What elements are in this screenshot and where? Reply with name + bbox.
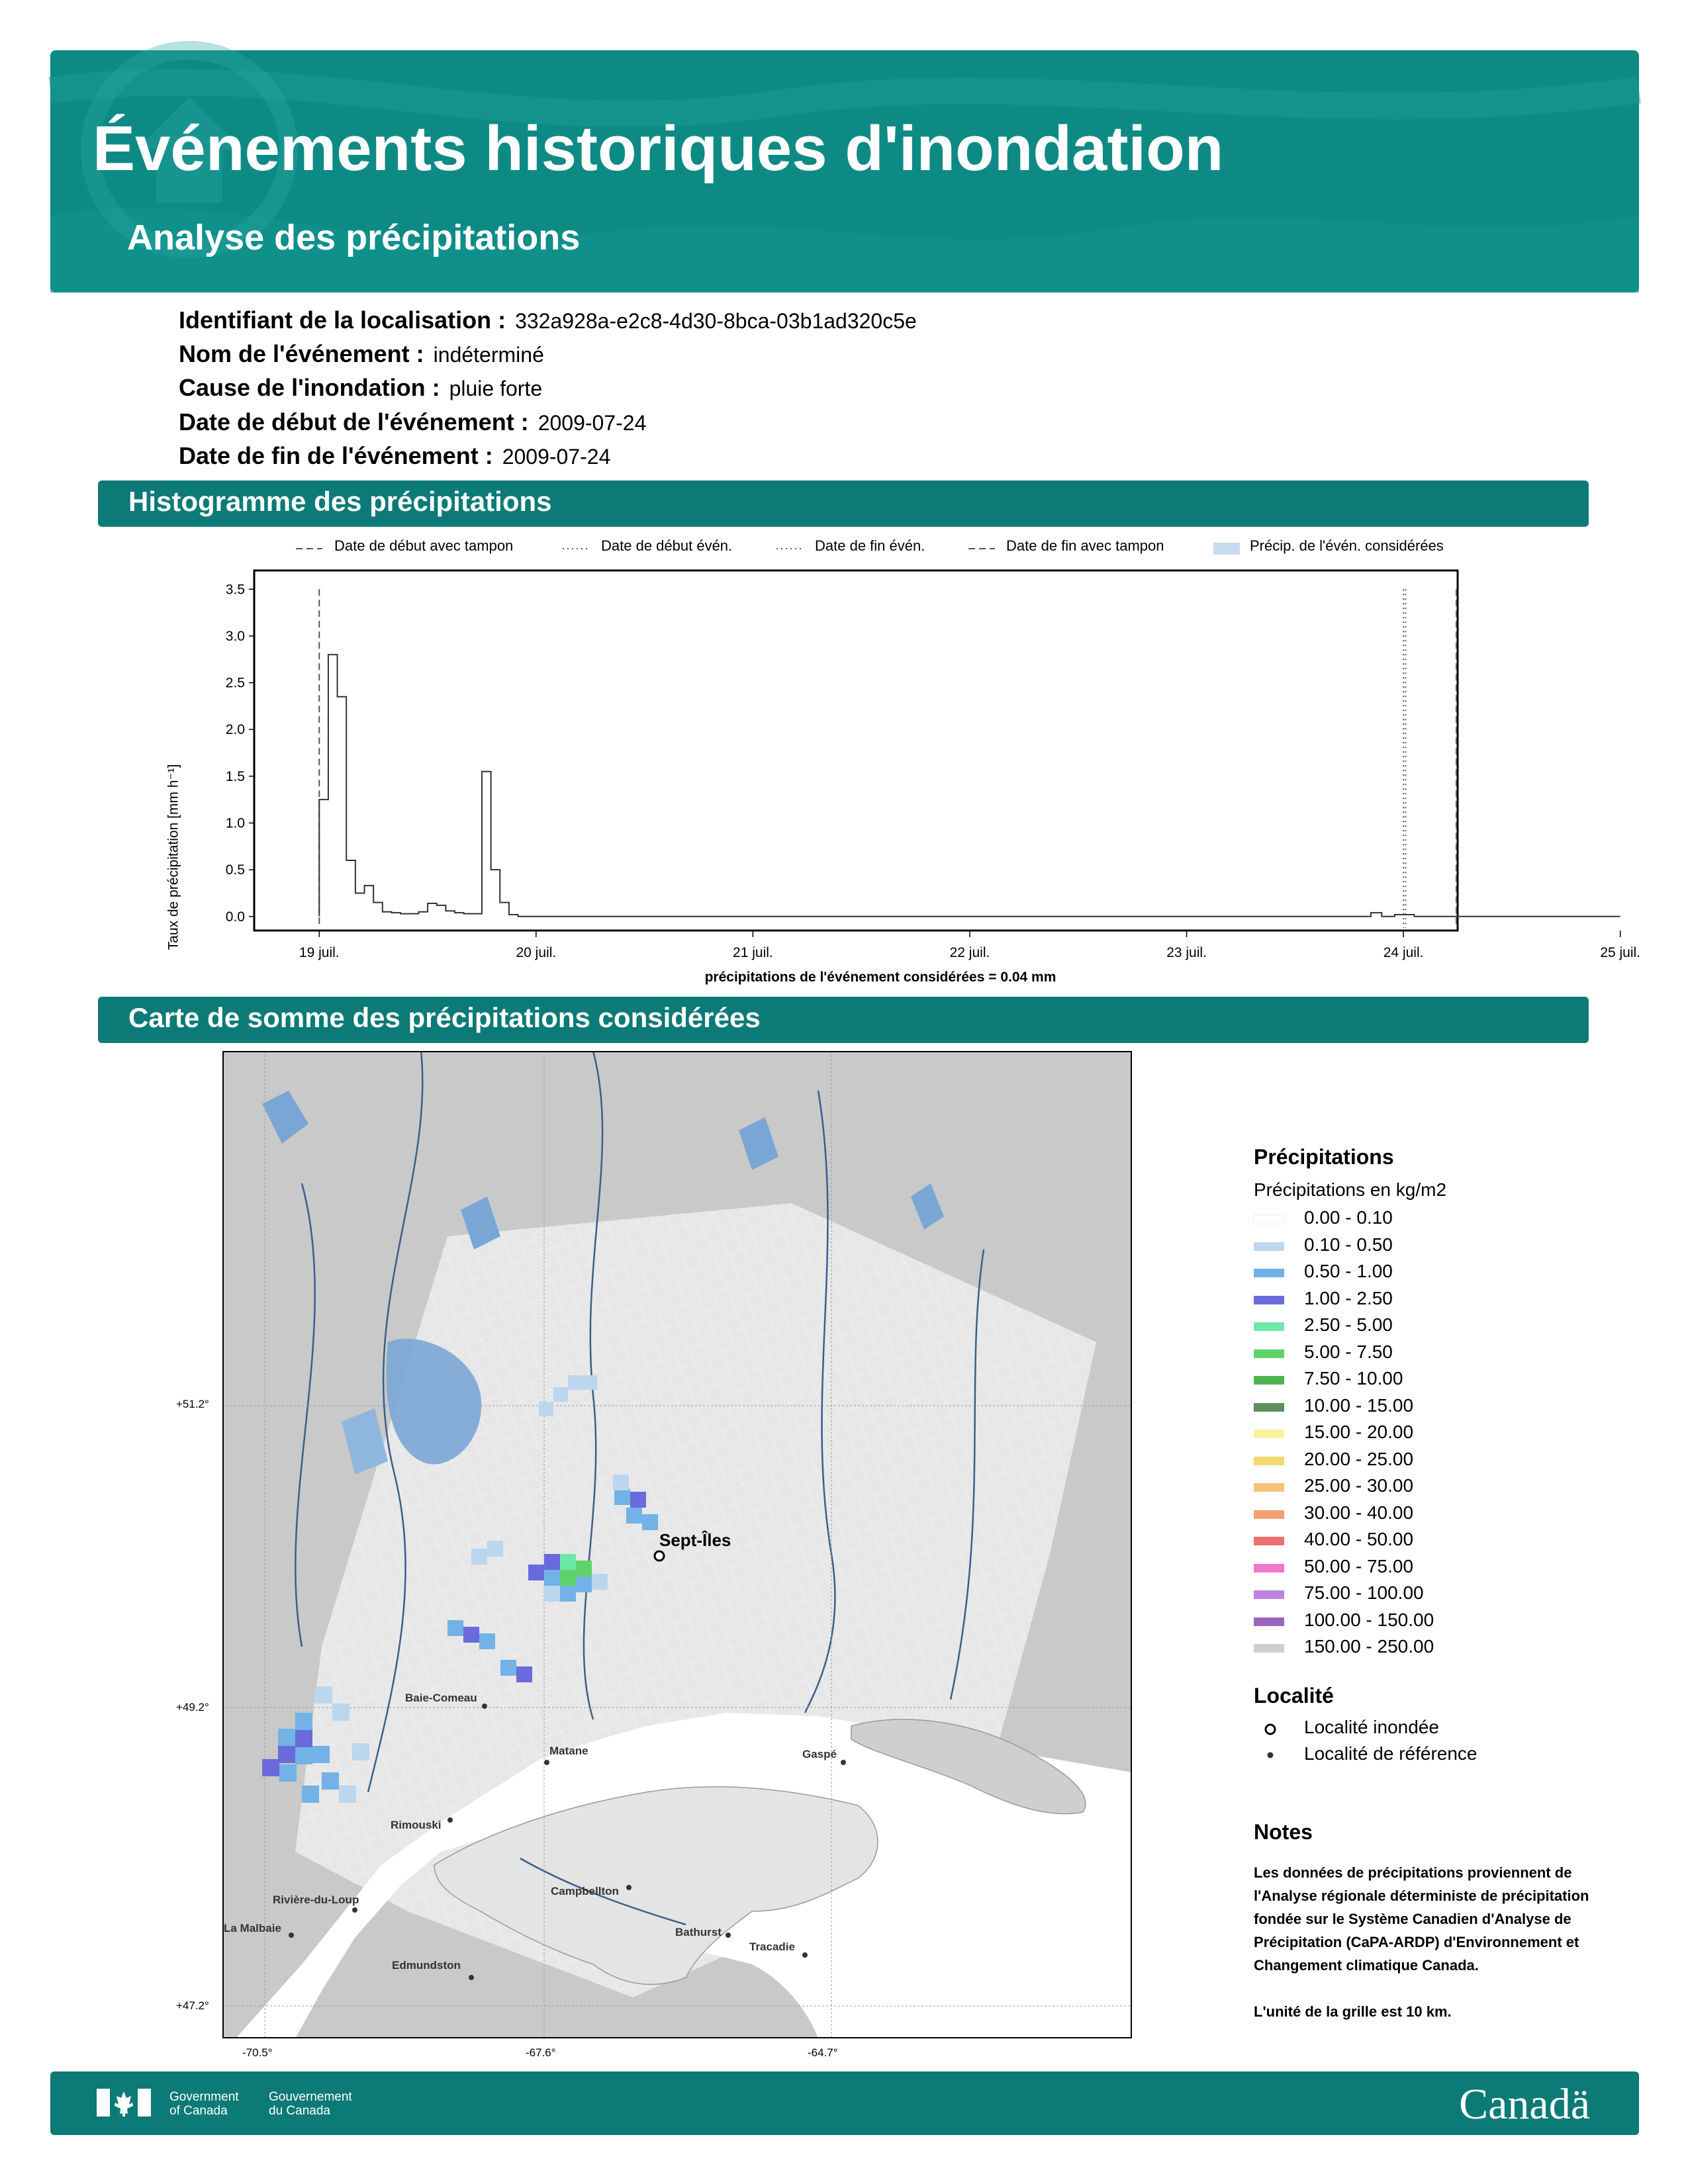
legend-swatch xyxy=(1254,1510,1284,1519)
legend-swatch xyxy=(1254,1349,1284,1358)
legend-class-label: 15.00 - 20.00 xyxy=(1304,1422,1414,1442)
info-row-flood-cause: Cause de l'inondation : pluie forte xyxy=(179,374,543,401)
canada-wordmark: Canadä xyxy=(1459,2080,1590,2128)
flooded-locality-icon xyxy=(1266,1725,1275,1734)
legend-swatch xyxy=(1254,1644,1284,1653)
place-label-baie-comeau: Baie-Comeau xyxy=(405,1692,477,1704)
legend-class-label: 20.00 - 25.00 xyxy=(1304,1448,1414,1469)
gov-name-fr-2: du Canada xyxy=(269,2104,330,2118)
locality-legend-markers xyxy=(1262,1721,1279,1767)
lon-label-67: -67.6° xyxy=(526,2046,556,2059)
canada-flag-icon xyxy=(97,2089,151,2116)
legend-class-label: 10.00 - 15.00 xyxy=(1304,1394,1414,1416)
legend-class-label: 2.50 - 5.00 xyxy=(1304,1314,1393,1335)
legend-class-label: 40.00 - 50.00 xyxy=(1304,1529,1414,1549)
y-tick-label: 1.5 xyxy=(225,768,245,784)
x-tick-label: 23 juil. xyxy=(1166,945,1207,960)
legend-class-label: 30.00 - 40.00 xyxy=(1304,1502,1414,1523)
legend-class-label: 5.00 - 7.50 xyxy=(1304,1341,1393,1362)
notes-grid: L'unité de la grille est 10 km. xyxy=(1254,2003,1452,2020)
place-label-tracadie: Tracadie xyxy=(749,1940,795,1953)
legend-swatch xyxy=(1254,1296,1284,1304)
map-legend-subtitle: Précipitations en kg/m2 xyxy=(1254,1179,1447,1200)
place-label-riviere-du-loup: Rivière-du-Loup xyxy=(273,1893,359,1906)
legend-label-considered: Précip. de l'évén. considérées xyxy=(1250,537,1444,554)
precipitation-histogram-chart xyxy=(159,563,1641,993)
notes-title: Notes xyxy=(1254,1820,1313,1844)
legend-swatch xyxy=(1254,1215,1284,1224)
locality-legend-reference: Localité de référence xyxy=(1304,1743,1477,1764)
chart-y-label: Taux de précipitation [mm h⁻¹] xyxy=(165,764,181,950)
y-tick-label: 0.0 xyxy=(225,909,245,925)
locality-legend-flooded: Localité inondée xyxy=(1304,1717,1439,1737)
lat-label-51: +51.2° xyxy=(176,1398,209,1410)
page-title: Événements historiques d'inondation xyxy=(93,113,1224,184)
legend-swatch-considered xyxy=(1213,543,1240,555)
info-row-start-date: Date de début de l'événement : 2009-07-24 xyxy=(179,408,647,435)
legend-swatch xyxy=(1254,1537,1284,1545)
x-tick-label: 22 juil. xyxy=(949,945,990,960)
legend-class-label: 1.00 - 2.50 xyxy=(1304,1287,1393,1308)
legend-swatch xyxy=(1254,1322,1284,1331)
place-label-campbellton: Campbellton xyxy=(551,1885,619,1897)
y-tick-label: 3.0 xyxy=(225,628,245,644)
footer-bar xyxy=(50,2071,1639,2135)
lon-label-64: -64.7° xyxy=(808,2046,838,2059)
map-legend-title: Précipitations xyxy=(1254,1145,1394,1169)
legend-label-event-end: Date de fin évén. xyxy=(815,537,925,554)
gov-name-fr-1: Gouvernement xyxy=(269,2090,352,2104)
legend-class-label: 7.50 - 10.00 xyxy=(1304,1368,1403,1388)
section-map-title: Carte de somme des précipitations considérées xyxy=(128,1002,761,1033)
legend-class-label: 0.00 - 0.10 xyxy=(1304,1207,1393,1228)
legend-swatch xyxy=(1254,1483,1284,1492)
x-tick-label: 20 juil. xyxy=(516,945,557,960)
place-label-la-malbaie: La Malbaie xyxy=(224,1922,281,1934)
flooded-locality-marker xyxy=(655,1551,664,1561)
legend-class-label: 100.00 - 150.00 xyxy=(1304,1609,1434,1630)
legend-class-label: 0.50 - 1.00 xyxy=(1304,1261,1393,1281)
legend-swatch xyxy=(1254,1617,1284,1626)
legend-swatch xyxy=(1254,1242,1284,1251)
place-label-edmundston: Edmundston xyxy=(392,1959,461,1972)
gov-name-en-1: Government xyxy=(169,2090,239,2104)
legend-swatch xyxy=(1254,1457,1284,1465)
legend-label-start-buffer: Date de début avec tampon xyxy=(334,537,514,554)
lat-label-49: +49.2° xyxy=(176,1701,209,1713)
x-tick-label: 25 juil. xyxy=(1600,945,1641,960)
legend-class-label: 50.00 - 75.00 xyxy=(1304,1555,1414,1576)
x-tick-label: 24 juil. xyxy=(1383,945,1424,960)
chart-x-label: précipitations de l'événement considérées = 0.04 mm xyxy=(704,970,1056,985)
place-label-bathurst: Bathurst xyxy=(675,1926,722,1938)
legend-label-end-buffer: Date de fin avec tampon xyxy=(1006,537,1164,554)
legend-swatch xyxy=(1254,1590,1284,1599)
page-subtitle: Analyse des précipitations xyxy=(127,218,581,257)
legend-class-label: 75.00 - 100.00 xyxy=(1304,1582,1424,1603)
legend-swatch xyxy=(1254,1564,1284,1572)
notes-body xyxy=(1254,1861,1598,2023)
place-label-matane: Matane xyxy=(549,1745,588,1757)
map-legend-classes xyxy=(1254,1207,1585,1657)
info-row-event-name: Nom de l'événement : indéterminé xyxy=(179,340,544,367)
y-tick-label: 0.5 xyxy=(225,862,245,878)
x-tick-label: 21 juil. xyxy=(733,945,773,960)
legend-class-label: 0.10 - 0.50 xyxy=(1304,1234,1393,1255)
legend-swatch xyxy=(1254,1403,1284,1412)
lon-label-70: -70.5° xyxy=(242,2046,273,2059)
info-row-end-date: Date de fin de l'événement : 2009-07-24 xyxy=(179,442,611,469)
y-tick-label: 2.0 xyxy=(225,722,245,738)
legend-label-event-start: Date de début évén. xyxy=(601,537,733,554)
notes-text: Les données de précipitations proviennent de l'Analyse régionale déterministe de précipitation fondée sur le Système Canadien d'Analyse de Précipitation (CaPA-ARDP) d'Environnement et Changement climatique Canada. xyxy=(1254,1864,1589,1974)
gov-name-en-2: of Canada xyxy=(169,2104,228,2118)
plot-frame xyxy=(254,570,1458,931)
place-label-rimouski: Rimouski xyxy=(391,1819,442,1831)
y-tick-label: 2.5 xyxy=(225,675,245,691)
legend-class-label: 150.00 - 250.00 xyxy=(1304,1636,1434,1657)
flooded-place-label: Sept-Îles xyxy=(659,1530,731,1550)
section-histogram-bar xyxy=(98,480,1589,527)
lat-label-47: +47.2° xyxy=(176,1999,209,2012)
legend-swatch xyxy=(1254,1269,1284,1277)
section-map-bar xyxy=(98,997,1589,1043)
series-precip-rate xyxy=(319,655,1620,917)
reference-locality-icon xyxy=(1268,1752,1274,1758)
legend-swatch xyxy=(1254,1430,1284,1438)
legend-swatch xyxy=(1254,1376,1284,1385)
section-histogram-title: Histogramme des précipitations xyxy=(128,486,552,517)
y-tick-label: 3.5 xyxy=(225,582,245,598)
y-tick-label: 1.0 xyxy=(225,815,245,831)
place-label-gaspe: Gaspé xyxy=(802,1748,837,1760)
legend-class-label: 25.00 - 30.00 xyxy=(1304,1475,1414,1496)
info-row-location-id: Identifiant de la localisation : 332a928a-e2c8-4d30-8bca-03b1ad320c5e xyxy=(179,306,917,334)
locality-legend-title: Localité xyxy=(1254,1684,1334,1707)
x-tick-label: 19 juil. xyxy=(299,945,340,960)
